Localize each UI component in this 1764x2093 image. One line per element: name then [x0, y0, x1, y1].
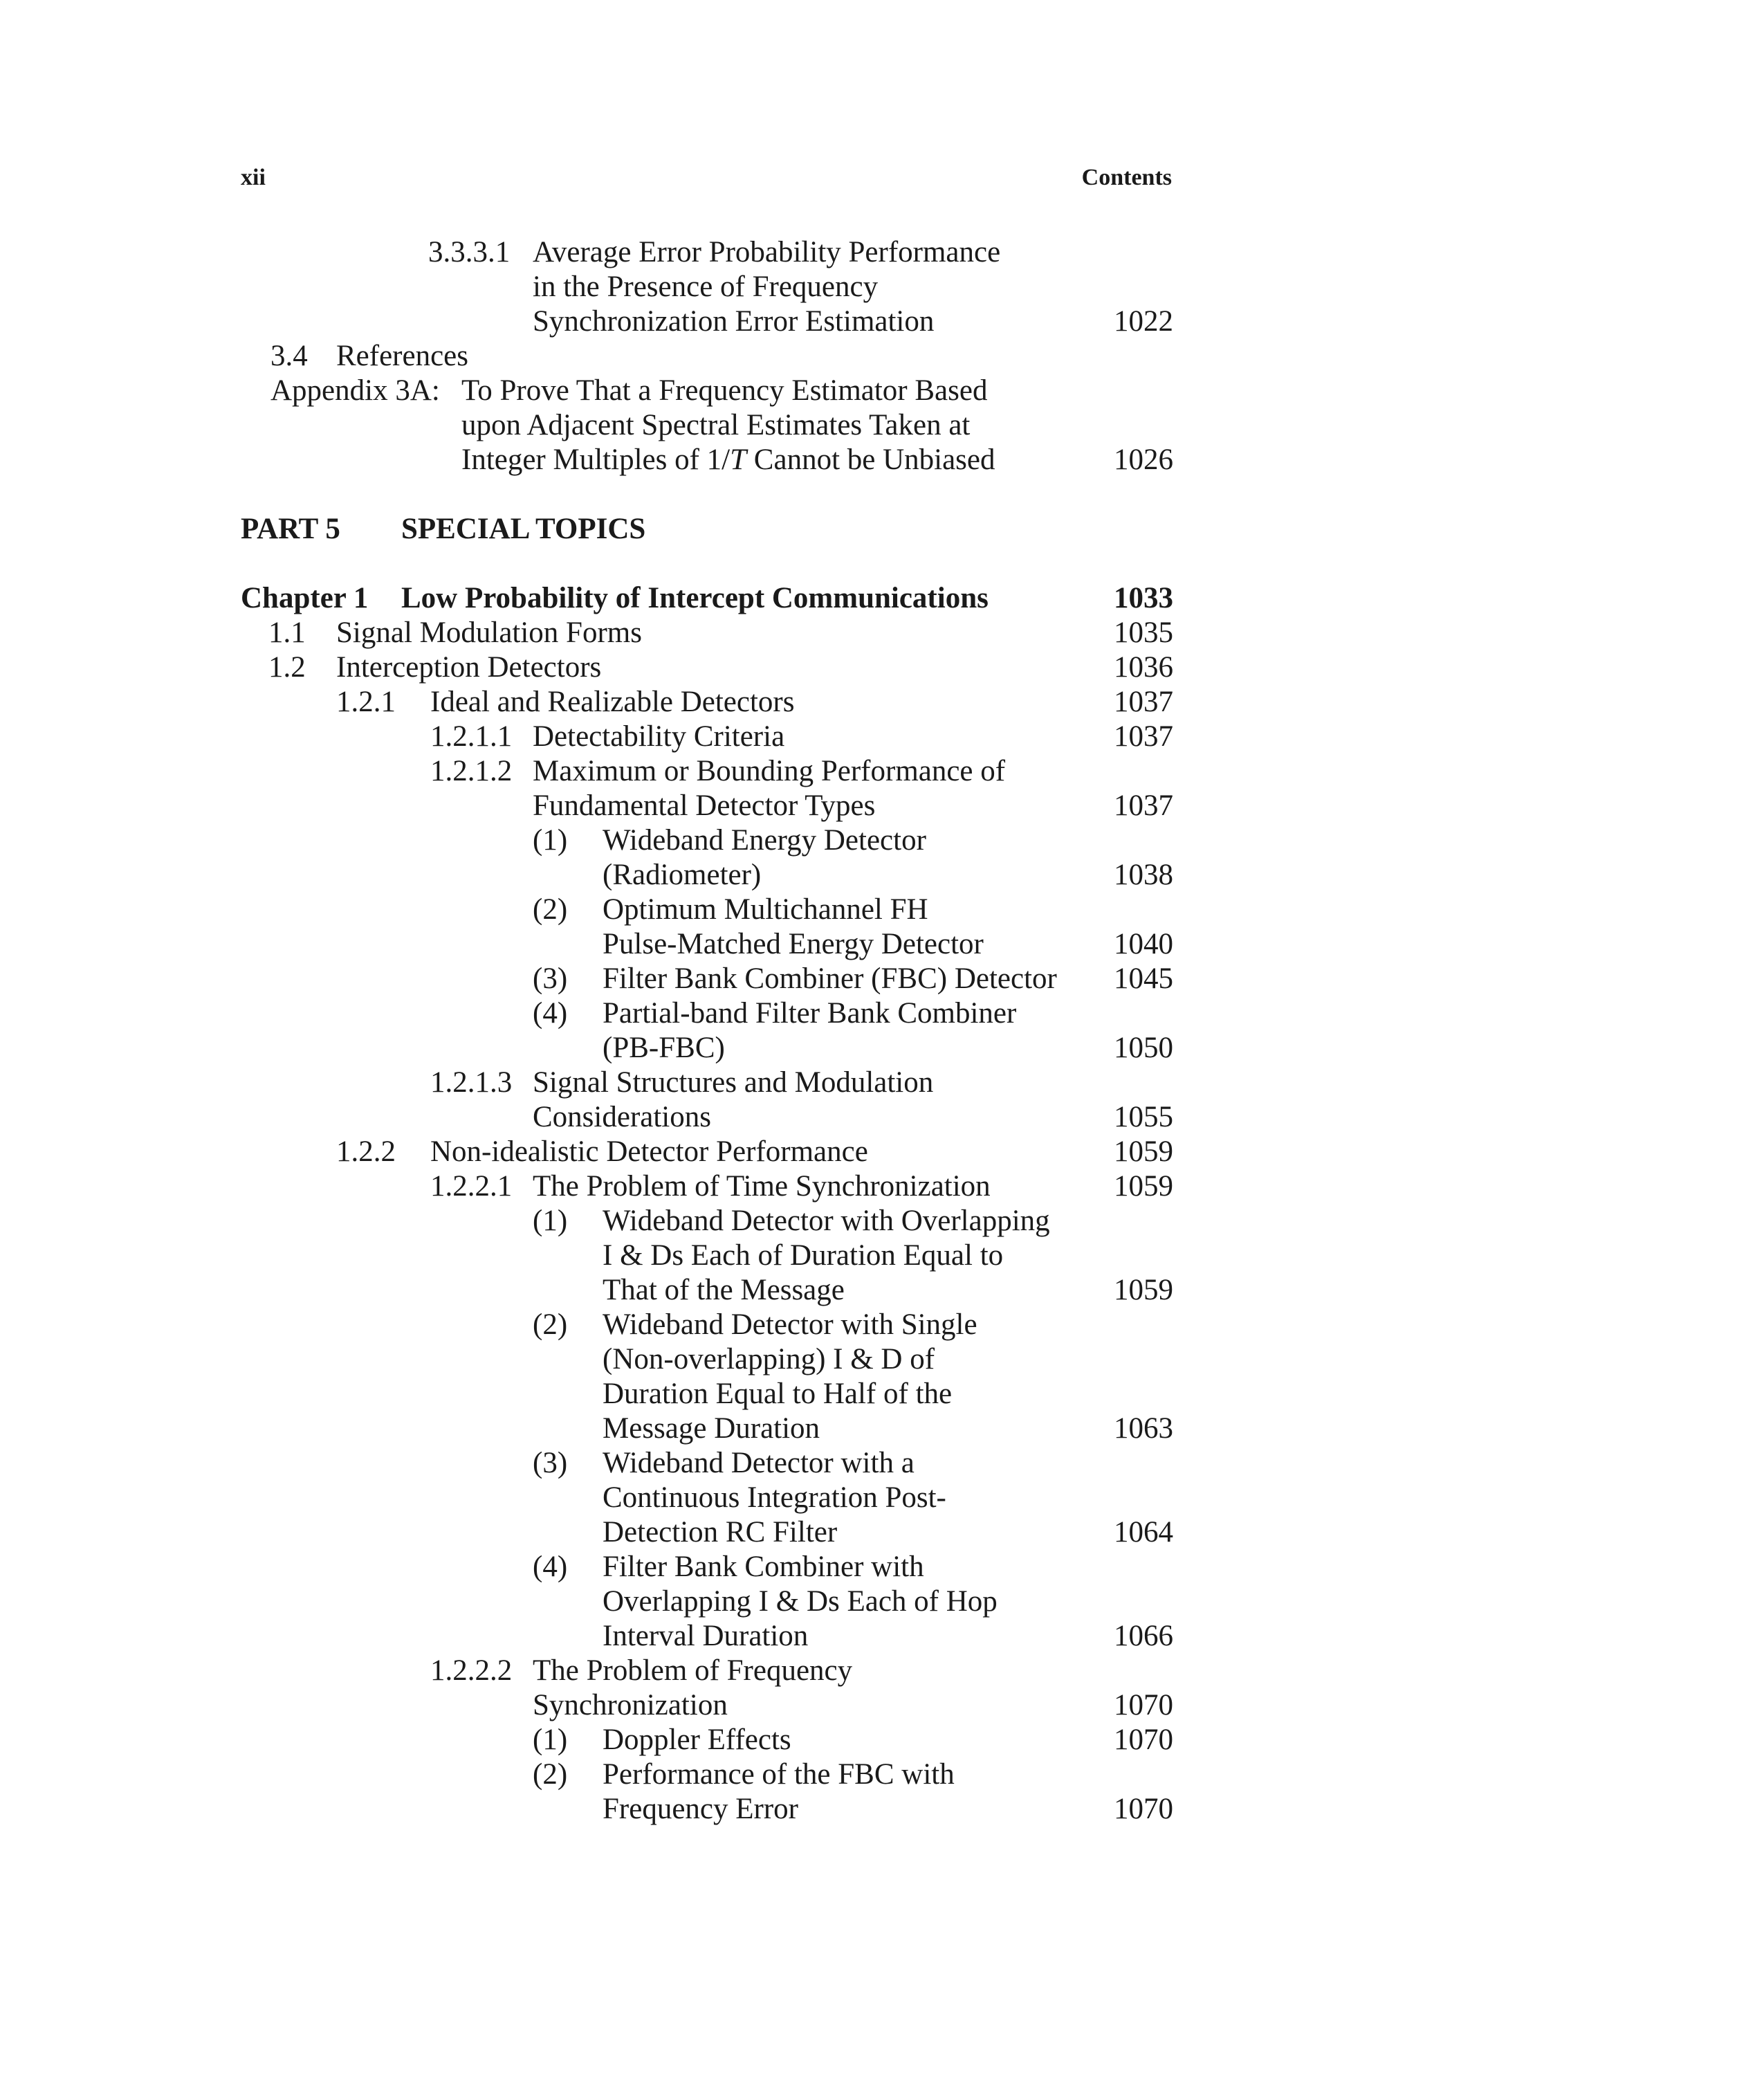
- toc-page-number: 1064: [1114, 1516, 1173, 1548]
- toc-entry-number: (1): [533, 824, 568, 857]
- toc-entry-number: (2): [533, 1308, 568, 1341]
- toc-entry-number: Appendix 3A:: [270, 374, 440, 407]
- toc-entry-title: References: [336, 340, 468, 372]
- toc-entry-number: (4): [533, 997, 568, 1030]
- toc-entry-title: The Problem of Frequency: [533, 1654, 853, 1687]
- toc-entry-title: Synchronization: [533, 1689, 728, 1721]
- toc-entry-number: (1): [533, 1724, 568, 1756]
- toc-entry-title: SPECIAL TOPICS: [401, 513, 646, 545]
- toc-entry-title: Performance of the FBC with: [603, 1758, 955, 1791]
- toc-entry-title: To Prove That a Frequency Estimator Based: [461, 374, 988, 407]
- toc-entry-title: Filter Bank Combiner with: [603, 1551, 924, 1583]
- toc-entry-title: Continuous Integration Post-: [603, 1481, 946, 1514]
- toc-page-number: 1037: [1114, 789, 1173, 822]
- toc-entry-title: Message Duration: [603, 1412, 820, 1445]
- toc-page-number: 1055: [1114, 1101, 1173, 1133]
- toc-page-number: 1033: [1114, 582, 1173, 614]
- toc-entry-number: 1.2.1.3: [430, 1066, 513, 1099]
- toc-page-number: 1022: [1114, 305, 1173, 338]
- toc-entry-number: 1.2.1.2: [430, 755, 513, 787]
- toc-entry-number: 3.4: [270, 340, 308, 372]
- toc-page-number: 1038: [1114, 859, 1173, 891]
- toc-entry-title: Duration Equal to Half of the: [603, 1378, 953, 1410]
- toc-entry-title: Detection RC Filter: [603, 1516, 838, 1548]
- toc-entry-title: Non-idealistic Detector Performance: [430, 1135, 868, 1168]
- toc-entry-title: Low Probability of Intercept Communications: [401, 582, 989, 614]
- toc-page-number: 1045: [1114, 962, 1173, 995]
- toc-entry-title: Optimum Multichannel FH: [603, 893, 928, 926]
- toc-entry-title: Detectability Criteria: [533, 720, 785, 753]
- toc-entry-number: 1.2.1.1: [430, 720, 513, 753]
- toc-entry-title: Maximum or Bounding Performance of: [533, 755, 1006, 787]
- page-number: xii: [241, 165, 266, 190]
- toc-entry-title: Pulse-Matched Energy Detector: [603, 928, 984, 960]
- toc-entry-title: (Non-overlapping) I & D of: [603, 1343, 935, 1375]
- toc-page-number: 1059: [1114, 1274, 1173, 1306]
- toc-entry-number: Chapter 1: [241, 582, 369, 614]
- toc-entry-title: Wideband Detector with Single: [603, 1308, 977, 1341]
- toc-entry-number: (1): [533, 1205, 568, 1237]
- toc-entry-number: 1.2: [268, 651, 306, 684]
- toc-entry-number: 1.2.2: [336, 1135, 396, 1168]
- toc-entry-title: Interception Detectors: [336, 651, 602, 684]
- toc-entry-number: PART 5: [241, 513, 340, 545]
- toc-page-number: 1037: [1114, 686, 1173, 718]
- toc-entry-title: Partial-band Filter Bank Combiner: [603, 997, 1017, 1030]
- toc-entry-title: Considerations: [533, 1101, 711, 1133]
- toc-entry-title: Fundamental Detector Types: [533, 789, 876, 822]
- toc-page-number: 1050: [1114, 1032, 1173, 1064]
- toc-page-number: 1066: [1114, 1620, 1173, 1652]
- toc-entry-title: Integer Multiples of 1/T Cannot be Unbiased: [461, 444, 995, 476]
- toc-entry-title: in the Presence of Frequency: [533, 271, 879, 303]
- toc-entry-number: 1.1: [268, 616, 306, 649]
- toc-page-number: 1070: [1114, 1793, 1173, 1825]
- toc-entry-title: I & Ds Each of Duration Equal to: [603, 1239, 1004, 1272]
- toc-entry-title: upon Adjacent Spectral Estimates Taken at: [461, 409, 971, 441]
- toc-page-number: 1070: [1114, 1724, 1173, 1756]
- toc-entry-title: Filter Bank Combiner (FBC) Detector: [603, 962, 1057, 995]
- toc-entry-title: Signal Structures and Modulation: [533, 1066, 934, 1099]
- toc-page-number: 1040: [1114, 928, 1173, 960]
- toc-entry-title: Doppler Effects: [603, 1724, 791, 1756]
- toc-entry-title: Frequency Error: [603, 1793, 798, 1825]
- toc-entry-title: That of the Message: [603, 1274, 845, 1306]
- toc-entry-number: 1.2.2.2: [430, 1654, 513, 1687]
- toc-entry-number: 1.2.2.1: [430, 1170, 513, 1203]
- toc-entry-number: 1.2.1: [336, 686, 396, 718]
- toc-entry-title: Signal Modulation Forms: [336, 616, 642, 649]
- toc-page-number: 1070: [1114, 1689, 1173, 1721]
- toc-page-number: 1035: [1114, 616, 1173, 649]
- toc-entry-title: Wideband Detector with a: [603, 1447, 915, 1479]
- toc-entry-title: Interval Duration: [603, 1620, 809, 1652]
- toc-page-number: 1026: [1114, 444, 1173, 476]
- toc-entry-number: 3.3.3.1: [428, 236, 511, 268]
- toc-page-number: 1037: [1114, 720, 1173, 753]
- toc-page-number: 1036: [1114, 651, 1173, 684]
- toc-entry-number: (3): [533, 962, 568, 995]
- toc-entry-title: (Radiometer): [603, 859, 762, 891]
- toc-entry-title: Wideband Energy Detector: [603, 824, 926, 857]
- toc-entry-title: Synchronization Error Estimation: [533, 305, 935, 338]
- toc-entry-title: Overlapping I & Ds Each of Hop: [603, 1585, 998, 1618]
- toc-entry-number: (4): [533, 1551, 568, 1583]
- running-title: Contents: [1081, 165, 1172, 190]
- toc-page-number: 1063: [1114, 1412, 1173, 1445]
- toc-page-number: 1059: [1114, 1135, 1173, 1168]
- toc-page-number: 1059: [1114, 1170, 1173, 1203]
- toc-entry-number: (2): [533, 1758, 568, 1791]
- toc-entry-title: Average Error Probability Performance: [533, 236, 1001, 268]
- toc-entry-title: (PB-FBC): [603, 1032, 725, 1064]
- toc-entry-title: The Problem of Time Synchronization: [533, 1170, 991, 1203]
- toc-entry-number: (2): [533, 893, 568, 926]
- toc-entry-title: Ideal and Realizable Detectors: [430, 686, 795, 718]
- toc-entry-title: Wideband Detector with Overlapping: [603, 1205, 1050, 1237]
- toc-entry-number: (3): [533, 1447, 568, 1479]
